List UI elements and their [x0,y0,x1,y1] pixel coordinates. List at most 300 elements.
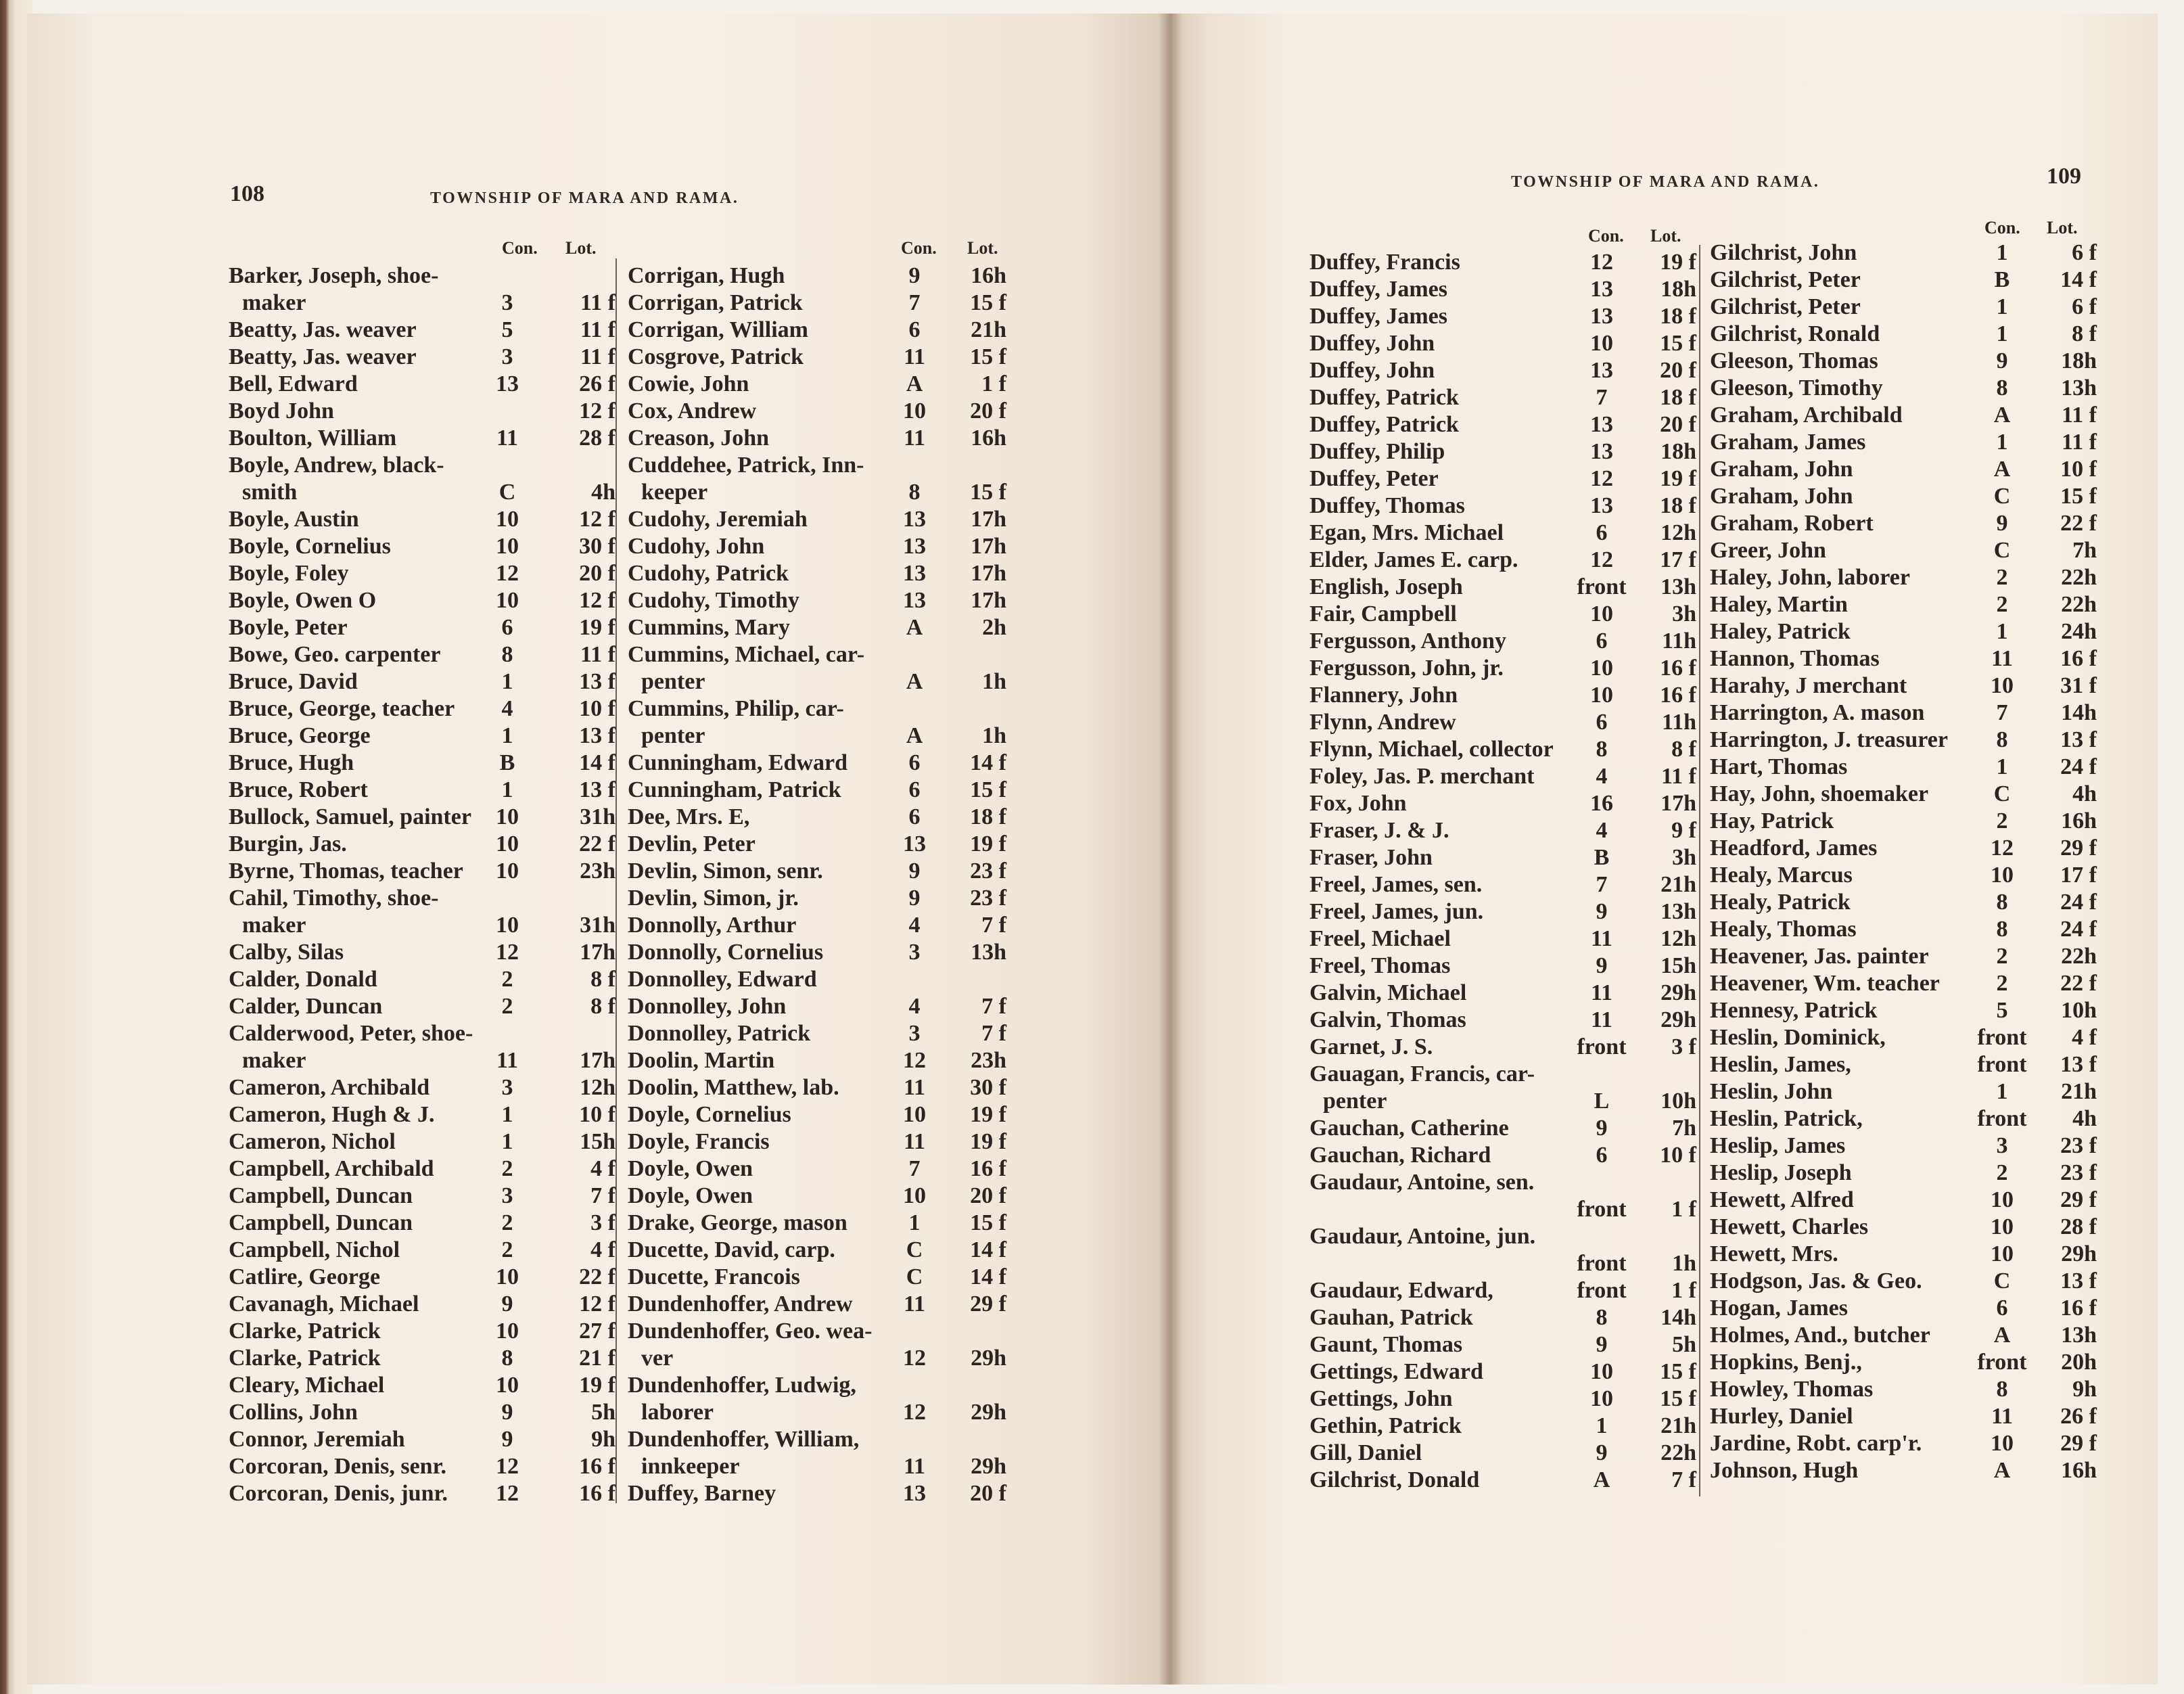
entry-name: Dee, Mrs. E, [628,804,750,829]
entry-row [1309,1413,1696,1440]
entry-row [628,317,1006,344]
entry-row [628,479,1006,506]
entry-name: Graham, James [1710,430,1866,455]
entry-lot: 29h [1660,1007,1696,1032]
entry-row [1710,456,2097,483]
entry-concession: 12 [496,561,519,586]
entry-concession: 3 [501,344,513,369]
entry-lot: 15 f [970,480,1006,505]
entry-lot: 15 f [970,1210,1006,1235]
entry-lot: 12 f [579,398,615,424]
entry-lot: 17 f [2060,863,2097,888]
entry-row [1710,916,2097,943]
entry-lot: 29h [971,1454,1006,1479]
entry-name: Freel, Michael [1309,926,1451,951]
entry-lot: 4h [2072,1106,2097,1131]
entry-concession: C [1993,781,2011,806]
entry-name: Ducette, David, carp. [628,1237,835,1262]
entry-concession: 12 [1991,835,2014,861]
entry-concession: 2 [501,1156,513,1181]
entry-lot: 1h [1672,1251,1696,1276]
entry-concession: 8 [1996,917,2008,942]
entry-concession: 10 [1991,673,2014,698]
entry-concession: C [906,1237,923,1262]
entry-concession: C [906,1264,923,1289]
entry-lot: 22 f [579,1264,615,1289]
entry-concession: 4 [908,994,921,1019]
entry-concession: 10 [1590,1386,1613,1411]
entry-lot: 14 f [970,1264,1006,1289]
entry-concession: 10 [1590,601,1613,626]
entry-row [1309,1250,1696,1277]
entry-concession: front [1977,1106,2027,1131]
entry-name: Boyle, Owen O [229,588,377,613]
entry-lot: 11 f [2062,430,2097,455]
entry-lot: 16 f [579,1454,615,1479]
entry-lot: 19 f [579,615,615,640]
entry-lot: 13h [2061,1323,2097,1348]
entry-concession: 2 [1996,592,2008,617]
entry-name: Jardine, Robt. carp'r. [1710,1431,1922,1456]
entry-row [1309,1196,1696,1223]
entry-row [1309,1223,1696,1250]
entry-lot: 11h [1661,628,1696,654]
entry-name: Hay, John, shoemaker [1710,781,1929,806]
entry-name: Holmes, And., butcher [1710,1323,1930,1348]
entry-row [1309,493,1696,520]
entry-lot: 1 f [981,371,1006,396]
entry-name: maker [242,1048,306,1073]
entry-concession: 13 [1590,439,1613,464]
entry-row [229,1453,615,1480]
entry-lot: 1 f [1671,1278,1696,1303]
entry-name: Cameron, Archibald [229,1075,430,1100]
entry-row [229,344,615,371]
entry-row [1309,330,1696,357]
entry-concession: 4 [1596,818,1608,843]
entry-name: Boyle, Foley [229,561,349,586]
entry-row [1710,1051,2097,1078]
entry-row [1309,925,1696,953]
entry-lot: 16h [971,263,1006,288]
entry-name: Freel, Thomas [1309,953,1451,978]
entry-concession: 7 [1996,700,2008,725]
entry-lot: 23h [971,1048,1006,1073]
entry-name: Hurley, Daniel [1710,1404,1853,1429]
entry-name: Donnolley, John [628,994,787,1019]
entry-lot: 18h [1660,277,1696,302]
entry-concession: 10 [1590,656,1613,681]
entry-row [628,1074,1006,1101]
entry-row [1710,1105,2097,1132]
entry-row [628,885,1006,912]
entry-row [229,641,615,668]
entry-row [628,1426,1006,1453]
entry-concession: 7 [908,1156,921,1181]
entry-name: Dundenhoffer, Ludwig, [628,1373,856,1398]
entry-concession: 11 [496,1048,519,1073]
entry-lot: 14h [2061,700,2097,725]
entry-lot: 13h [971,940,1006,965]
entry-row [1710,700,2097,727]
entry-lot: 14 f [970,750,1006,775]
entry-concession: 9 [501,1291,513,1317]
entry-lot: 14 f [2060,267,2097,292]
entry-row [229,858,615,885]
entry-row [1710,483,2097,510]
entry-name: Cummins, Michael, car- [628,642,865,667]
entry-name: Foley, Jas. P. merchant [1309,764,1535,789]
entry-row [628,804,1006,831]
entry-concession: 9 [1996,348,2008,373]
entry-name: Campbell, Duncan [229,1210,413,1235]
entry-concession: front [1577,574,1627,599]
entry-lot: 16h [971,426,1006,451]
entry-name: Duffey, John [1309,331,1435,356]
entry-row [1710,970,2097,997]
entry-lot: 3h [1672,845,1696,870]
entry-name: Healy, Patrick [1710,890,1851,915]
entry-concession: 2 [501,967,513,992]
entry-name: Hewett, Alfred [1710,1187,1854,1212]
entry-lot: 20 f [579,561,615,586]
entry-concession: 13 [1590,358,1613,383]
entry-row [628,587,1006,614]
entry-name: English, Joseph [1309,574,1463,599]
entry-lot: 9h [2072,1377,2097,1402]
entry-concession: 13 [903,534,926,559]
entry-name: Duffey, John [1309,358,1435,383]
entry-concession: 1 [501,1129,513,1154]
entry-concession: 10 [496,804,519,829]
entry-name: Haley, John, laborer [1710,565,1910,590]
entry-lot: 10 f [579,1102,615,1127]
entry-row [1309,790,1696,817]
entry-lot: 21h [971,317,1006,342]
entry-row [1309,1061,1696,1088]
entry-name: Corrigan, Hugh [628,263,785,288]
col-header-lot: Lot. [1650,226,1681,246]
entry-lot: 3 f [1671,1034,1696,1059]
entry-row [628,560,1006,587]
entry-name: penter [641,669,705,694]
entry-name: Hodgson, Jas. & Geo. [1710,1268,1922,1294]
entry-concession: A [1993,457,2011,482]
entry-row [628,425,1006,452]
entry-concession: 9 [908,859,921,884]
entry-row [628,1155,1006,1183]
entry-row [628,1399,1006,1426]
entry-lot: 12h [1660,520,1696,545]
entry-name: Hennesy, Patrick [1710,998,1878,1023]
entry-row [1309,384,1696,411]
entry-lot: 13 f [2060,727,2097,752]
entry-lot: 2h [982,615,1006,640]
entry-lot: 19 f [970,1129,1006,1154]
entry-name: Fergusson, Anthony [1309,628,1506,654]
entry-concession: 10 [496,1373,519,1398]
entry-concession: 11 [903,1291,926,1317]
entry-name: Corrigan, Patrick [628,290,803,315]
entry-concession: 8 [1996,375,2008,400]
entry-lot: 17h [971,588,1006,613]
entry-concession: A [906,371,923,396]
entry-lot: 17h [971,507,1006,532]
entry-lot: 22 f [2060,511,2097,536]
entry-row [1710,537,2097,564]
entry-row [1710,294,2097,321]
entry-row [1710,1376,2097,1403]
entry-column [628,262,1006,1507]
entry-row [628,1047,1006,1074]
entry-name: maker [242,913,306,938]
entry-concession: 11 [903,1129,926,1154]
entry-lot: 15 f [2060,484,2097,509]
entry-row [1710,943,2097,970]
entry-concession: 12 [903,1400,926,1425]
entry-concession: 9 [501,1427,513,1452]
entry-name: Doyle, Cornelius [628,1102,791,1127]
entry-lot: 4h [2072,781,2097,806]
entry-name: Heslip, Joseph [1710,1160,1852,1185]
entry-name: penter [1323,1089,1387,1114]
entry-row [1309,1142,1696,1169]
entry-row [229,939,615,966]
entry-row [229,777,615,804]
entry-lot: 17h [580,940,615,965]
entry-row [628,858,1006,885]
entry-row [1710,321,2097,348]
entry-row [628,668,1006,695]
entry-lot: 7 f [1671,1467,1696,1492]
entry-name: Healy, Thomas [1710,917,1857,942]
entry-concession: 8 [1596,1305,1608,1330]
entry-row [229,533,615,560]
entry-lot: 3h [1672,601,1696,626]
entry-name: Bruce, George [229,723,371,748]
entry-concession: 9 [1596,1116,1608,1141]
entry-lot: 29h [1660,980,1696,1005]
entry-name: Fergusson, John, jr. [1309,656,1504,681]
entry-name: Bell, Edward [229,371,358,396]
entry-lot: 1 f [1671,1197,1696,1222]
entry-lot: 23 f [970,886,1006,911]
entry-lot: 19 f [579,1373,615,1398]
entry-name: Egan, Mrs. Michael [1309,520,1504,545]
entry-concession: 10 [1590,331,1613,356]
entry-concession: 11 [1590,926,1613,951]
entry-concession: 10 [1991,863,2014,888]
entry-name: Byrne, Thomas, teacher [229,859,463,884]
entry-row [1309,465,1696,493]
column-rule [1699,245,1700,1496]
entry-lot: 30 f [579,534,615,559]
entry-concession: 11 [903,1075,926,1100]
entry-lot: 20 f [970,1481,1006,1506]
entry-concession: front [1977,1052,2027,1077]
entry-row [1710,889,2097,916]
entry-name: Calder, Donald [229,967,377,992]
entry-row [229,1264,615,1291]
entry-name: Cudohy, Timothy [628,588,799,613]
col-header-con: Con. [502,238,538,258]
entry-name: Campbell, Nichol [229,1237,400,1262]
entry-name: Duffey, James [1309,304,1447,329]
entry-name: Corcoran, Denis, senr. [229,1454,447,1479]
entry-name: Calby, Silas [229,940,344,965]
entry-row [229,1291,615,1318]
entry-name: Duffey, Patrick [1309,385,1459,410]
entry-lot: 30 f [970,1075,1006,1100]
entry-concession: 12 [1590,547,1613,572]
entry-row [229,831,615,858]
entry-lot: 16h [2061,808,2097,833]
entry-concession: B [1994,267,2010,292]
entry-lot: 11 f [580,642,615,667]
entry-concession: 10 [1590,683,1613,708]
entry-name: Donnolley, Edward [628,967,817,992]
entry-name: Hay, Patrick [1710,808,1834,833]
entry-concession: 12 [903,1346,926,1371]
entry-row [1710,1403,2097,1430]
entry-row [628,993,1006,1020]
entry-row [628,695,1006,723]
entry-name: Devlin, Peter [628,831,756,856]
entry-row [229,993,615,1020]
entry-lot: 29h [971,1346,1006,1371]
entry-row [628,750,1006,777]
entry-row [1710,1349,2097,1376]
entry-row [628,1291,1006,1318]
entry-name: Gaudaur, Antoine, sen. [1309,1170,1535,1195]
entry-lot: 18h [2061,348,2097,373]
entry-concession: 1 [1996,619,2008,644]
entry-name: Gauagan, Francis, car- [1309,1061,1535,1086]
entry-row [229,560,615,587]
entry-row [229,1128,615,1155]
entry-concession: 11 [1991,646,2014,671]
entry-row [229,1155,615,1183]
entry-name: Drake, George, mason [628,1210,847,1235]
entry-concession: 1 [1996,430,2008,455]
entry-lot: 17h [1660,791,1696,816]
entry-concession: 1 [1596,1413,1608,1438]
entry-lot: 22h [2061,944,2097,969]
entry-row [229,371,615,398]
entry-lot: 10 f [1660,1143,1696,1168]
entry-name: Bowe, Geo. carpenter [229,642,441,667]
entry-row [229,398,615,425]
entry-concession: A [906,669,923,694]
entry-concession: 5 [501,317,513,342]
entry-name: Heslin, Dominick, [1710,1025,1886,1050]
entry-lot: 7 f [981,994,1006,1019]
entry-concession: A [1993,1323,2011,1348]
entry-column [229,262,615,1507]
entry-name: Cameron, Hugh & J. [229,1102,435,1127]
entry-concession: 1 [1996,294,2008,319]
entry-row [1309,601,1696,628]
entry-concession: 7 [908,290,921,315]
entry-concession: C [1993,484,2011,509]
entry-row [1309,574,1696,601]
entry-lot: 16 f [1660,683,1696,708]
entry-concession: 1 [1996,240,2008,265]
entry-lot: 22h [2061,592,2097,617]
entry-name: Doolin, Matthew, lab. [628,1075,839,1100]
entry-concession: 9 [1596,1332,1608,1357]
entry-concession: 3 [501,1075,513,1100]
entry-lot: 29 f [2060,835,2097,861]
entry-concession: 10 [496,1319,519,1344]
entry-lot: 28 f [579,426,615,451]
entry-lot: 3 f [590,1210,615,1235]
entry-concession: B [499,750,515,775]
entry-lot: 29 f [2060,1431,2097,1456]
entry-lot: 24h [2061,619,2097,644]
entry-concession: 2 [501,1210,513,1235]
entry-row [628,939,1006,966]
entry-name: Donnolley, Patrick [628,1021,811,1046]
entry-row [1710,672,2097,700]
entry-lot: 19 f [1660,466,1696,491]
entry-row [1710,808,2097,835]
entry-name: Cleary, Michael [229,1373,385,1398]
entry-name: Fox, John [1309,791,1407,816]
entry-row [1710,754,2097,781]
entry-concession: 9 [1596,953,1608,978]
entry-concession: 6 [501,615,513,640]
entry-row [1710,564,2097,591]
entry-lot: 10h [1660,1089,1696,1114]
left-running-head: TOWNSHIP OF MARA AND RAMA. [430,189,739,207]
entry-row [1309,276,1696,303]
entry-lot: 9 f [1671,818,1696,843]
entry-row [1309,1169,1696,1196]
entry-name: Freel, James, jun. [1309,899,1484,924]
entry-concession: 8 [1996,727,2008,752]
entry-lot: 16 f [579,1481,615,1506]
entry-name: Dundenhoffer, William, [628,1427,860,1452]
entry-row [1309,898,1696,925]
entry-name: Burgin, Jas. [229,831,347,856]
entry-lot: 17h [971,561,1006,586]
entry-row [229,695,615,723]
entry-concession: 6 [1996,1296,2008,1321]
entry-name: Graham, Archibald [1710,403,1903,428]
entry-row [1309,438,1696,465]
entry-name: Doyle, Francis [628,1129,770,1154]
entry-name: Hewett, Mrs. [1710,1241,1838,1266]
entry-row [628,533,1006,560]
entry-row [1710,1024,2097,1051]
entry-row [1309,411,1696,438]
entry-name: Hart, Thomas [1710,754,1848,779]
entry-lot: 16 f [2060,646,2097,671]
entry-lot: 22 f [579,831,615,856]
entry-concession: 8 [1996,890,2008,915]
entry-name: maker [242,290,306,315]
entry-name: smith [242,480,298,505]
entry-lot: 8 f [2072,321,2097,346]
entry-row [229,1318,615,1345]
entry-row [1309,1115,1696,1142]
entry-lot: 14h [1660,1305,1696,1330]
entry-lot: 1h [982,723,1006,748]
entry-name: Doyle, Owen [628,1156,753,1181]
entry-row [229,262,615,290]
entry-row [628,1345,1006,1372]
